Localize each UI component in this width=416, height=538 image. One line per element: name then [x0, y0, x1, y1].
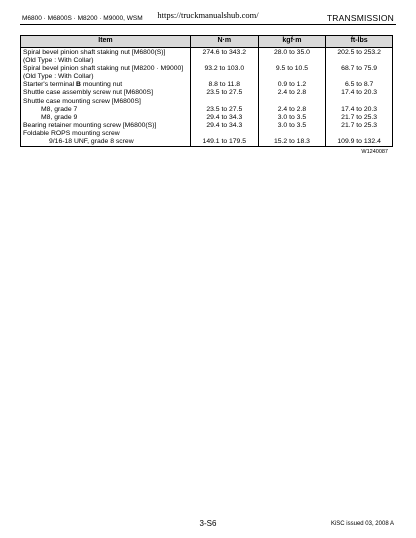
item-cell: Spiral bevel pinion shaft staking nut [M6800(S)]	[21, 48, 191, 58]
kgfm-cell: 9.5 to 10.5	[258, 65, 326, 73]
nm-cell	[190, 130, 258, 138]
column-header-ftlbs: ft-lbs	[326, 36, 393, 48]
column-header-nm: N·m	[190, 36, 258, 48]
column-header-kgfm: kgf·m	[258, 36, 326, 48]
table-row	[21, 65, 393, 73]
ftlbs-cell: 109.9 to 132.4	[326, 138, 393, 147]
ftlbs-cell	[326, 57, 393, 65]
table-row	[21, 57, 393, 65]
table-row	[21, 114, 393, 122]
nm-cell: 29.4 to 34.3	[190, 122, 258, 130]
ftlbs-cell: 202.5 to 253.2	[326, 48, 393, 58]
kgfm-cell: 2.4 to 2.8	[258, 106, 326, 114]
kgfm-cell	[258, 130, 326, 138]
issue-note: KiSC issued 03, 2008 A	[330, 521, 394, 527]
kgfm-cell	[258, 57, 326, 65]
table-row	[21, 81, 393, 89]
ftlbs-cell	[326, 130, 393, 138]
table-row	[21, 89, 393, 97]
ftlbs-cell	[326, 73, 393, 81]
nm-cell: 23.5 to 27.5	[190, 106, 258, 114]
table-row	[21, 48, 393, 58]
nm-cell: 23.5 to 27.5	[190, 89, 258, 97]
kgfm-cell: 2.4 to 2.8	[258, 89, 326, 97]
item-cell: M8, grade 7	[21, 106, 191, 114]
torque-table	[20, 35, 393, 147]
item-cell	[21, 81, 191, 89]
table-row	[21, 122, 393, 130]
kgfm-cell	[258, 73, 326, 81]
nm-cell: 93.2 to 103.0	[190, 65, 258, 73]
nm-cell	[190, 57, 258, 65]
item-text-post: mounting nut	[80, 81, 123, 89]
item-cell: (Old Type : With Collar)	[21, 73, 191, 81]
ftlbs-cell: 68.7 to 75.9	[326, 65, 393, 73]
kgfm-cell: 0.9 to 1.2	[258, 81, 326, 89]
item-cell: Spiral bevel pinion shaft staking nut [M8200 · M9000]	[21, 65, 191, 73]
item-cell: M8, grade 9	[21, 114, 191, 122]
page-number: 3-S6	[199, 519, 217, 528]
section-title: TRANSMISSION	[326, 13, 394, 23]
table-row	[21, 98, 393, 106]
ftlbs-cell: 21.7 to 25.3	[326, 122, 393, 130]
nm-cell: 274.6 to 343.2	[190, 48, 258, 58]
ftlbs-cell: 6.5 to 8.7	[326, 81, 393, 89]
item-cell: Bearing retainer mounting screw [M6800(S)]	[21, 122, 191, 130]
item-cell: Shuttle case mounting screw [M6800S]	[21, 98, 191, 106]
item-text-pre: Starter's terminal	[23, 81, 77, 89]
table-row	[21, 73, 393, 81]
table-row	[21, 130, 393, 138]
ftlbs-cell: 17.4 to 20.3	[326, 89, 393, 97]
table-row	[21, 106, 393, 114]
kgfm-cell	[258, 98, 326, 106]
figure-code: W1240087	[361, 149, 388, 155]
nm-cell: 29.4 to 34.3	[190, 114, 258, 122]
item-cell: Shuttle case assembly screw nut [M6800S]	[21, 89, 191, 97]
nm-cell	[190, 73, 258, 81]
nm-cell: 149.1 to 179.5	[190, 138, 258, 147]
nm-cell	[190, 98, 258, 106]
table-header-row	[21, 36, 393, 48]
header-rule	[20, 24, 396, 25]
ftlbs-cell: 21.7 to 25.3	[326, 114, 393, 122]
ftlbs-cell	[326, 98, 393, 106]
kgfm-cell: 15.2 to 18.3	[258, 138, 326, 147]
item-cell: 9/16-18 UNF, grade 8 screw	[21, 138, 191, 147]
nm-cell: 8.8 to 11.8	[190, 81, 258, 89]
model-list: M6800 · M6800S · M8200 · M9000, WSM	[22, 15, 143, 22]
ftlbs-cell: 17.4 to 20.3	[326, 106, 393, 114]
source-url: https://truckmanualshub.com/	[157, 10, 259, 20]
kgfm-cell: 3.0 to 3.5	[258, 114, 326, 122]
column-header-item: Item	[21, 36, 191, 48]
item-cell: Foldable ROPS mounting screw	[21, 130, 191, 138]
item-cell: (Old Type : With Collar)	[21, 57, 191, 65]
terminal-label: B	[76, 81, 81, 89]
kgfm-cell: 3.0 to 3.5	[258, 122, 326, 130]
table-row	[21, 138, 393, 147]
kgfm-cell: 28.0 to 35.0	[258, 48, 326, 58]
